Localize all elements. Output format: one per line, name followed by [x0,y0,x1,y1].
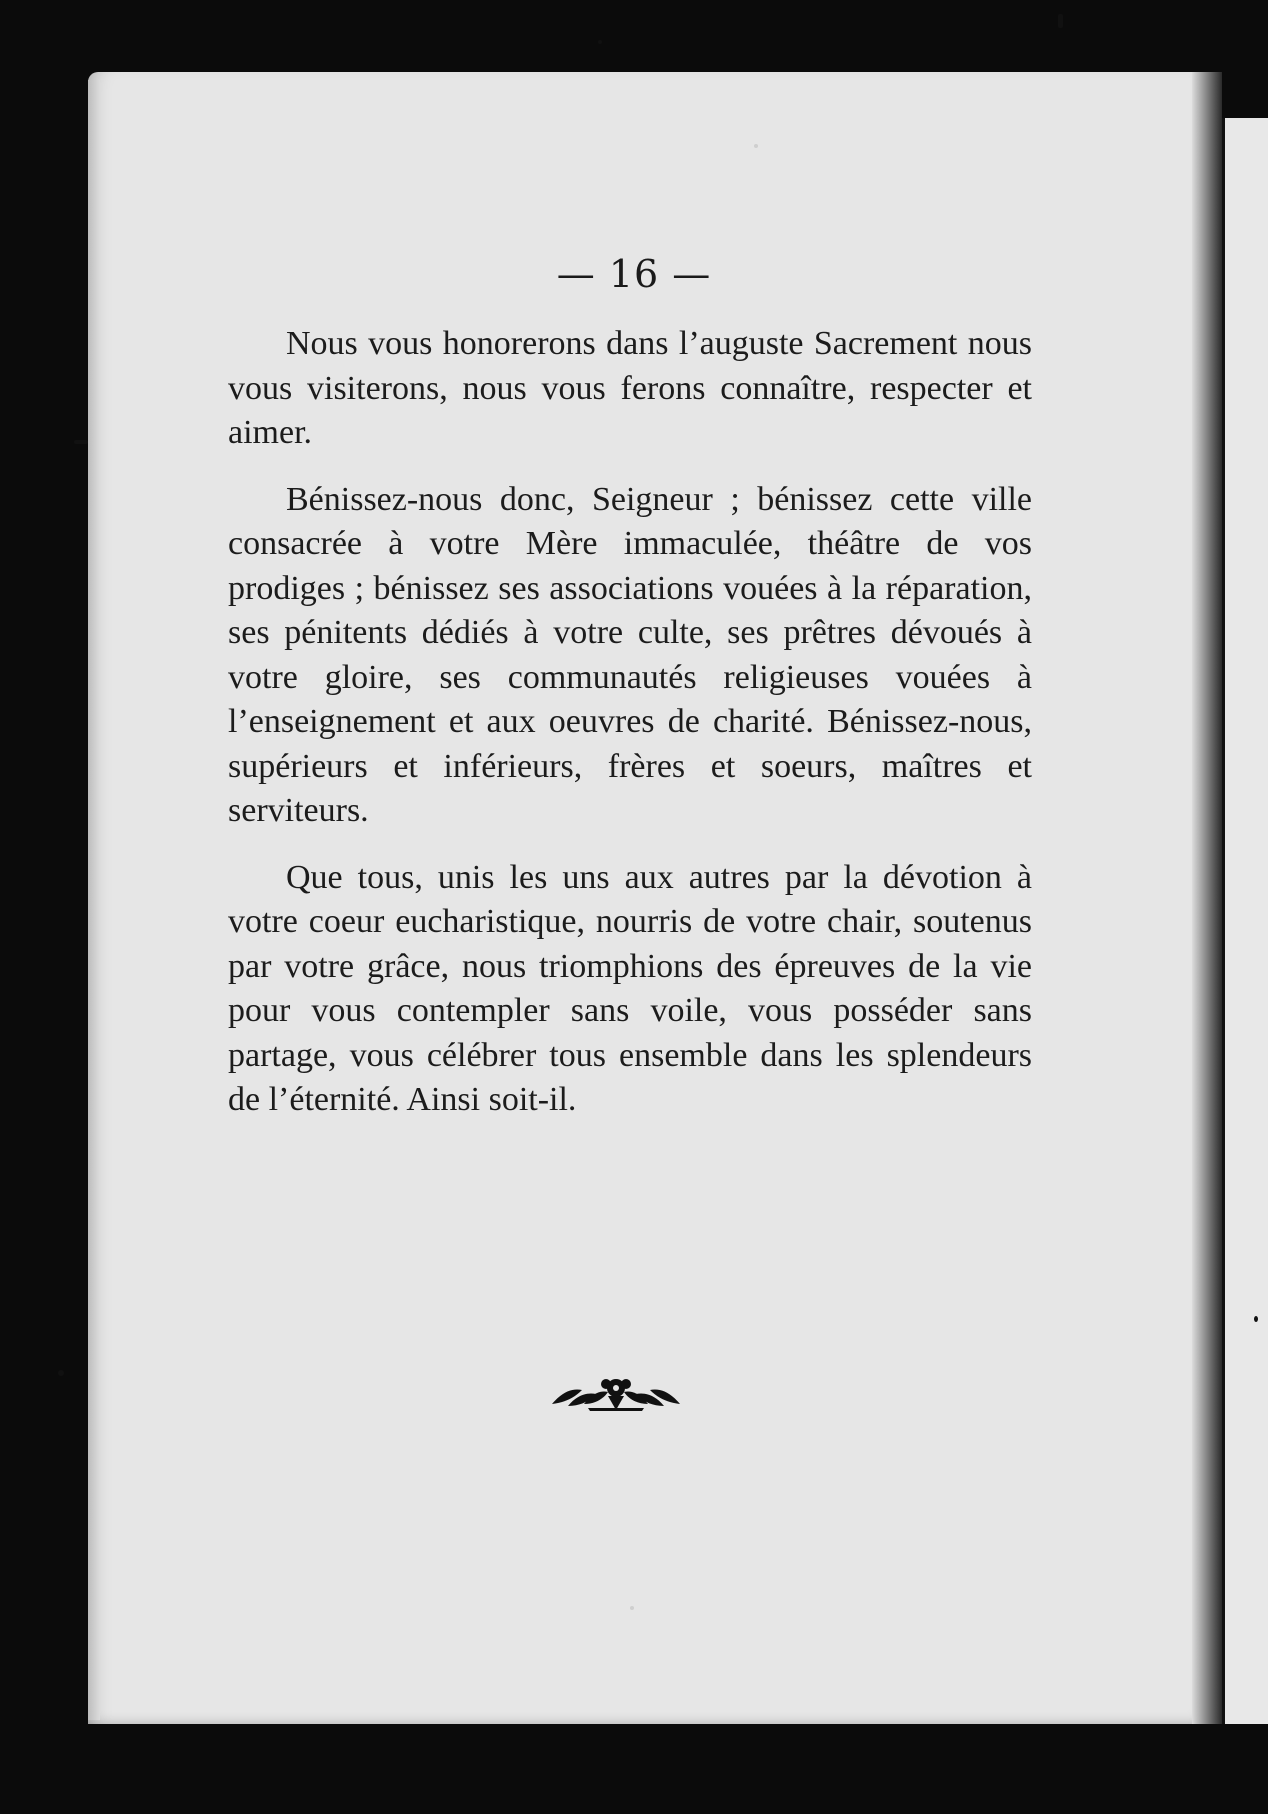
scan-speck [754,144,758,148]
floral-vignette-icon [548,1374,684,1412]
scan-speck [74,440,88,444]
page-number: — 16 — [556,252,712,296]
scan-speck [630,1606,634,1610]
scan-speck [58,1370,64,1376]
facing-page-edge [1222,118,1268,1724]
page-edge-shadow [88,80,100,1720]
paragraph-1: Nous vous honorerons dans l’auguste Sacrement nous vous visiterons, nous vous ferons connaître, respecter et aimer. [228,325,1032,451]
book-gutter [1192,72,1222,1724]
scan-speck [1058,14,1063,28]
prayer-text [228,322,1032,1145]
paragraph-2: Bénissez-nous donc, Seigneur ; bénissez cette ville consacrée à votre Mère immaculée, théâtre de vos prodiges ; bénissez ses associations vouées à la réparation, ses pénitents dédiés à votre culte, ses prêtres dévoués à votre gloire, ses communautés religieuses vouées à l’enseignement et aux oeuvres de charité. Bénissez-nous, supérieurs et inférieurs, frères et soeurs, maîtres et serviteurs. [228,480,1032,829]
paragraph-3: Que tous, unis les uns aux autres par la dévotion à votre coeur eucharistique, nourris de votre chair, soutenus par votre grâce, nous triomphions des épreuves de la vie pour vous contempler sans voile, vous posséder sans partage, vous célébrer tous ensemble dans les splendeurs de l’éternité. Ainsi soit-il. [228,858,1032,1118]
scan-speck [598,40,602,44]
scan-speck [1254,1316,1258,1322]
